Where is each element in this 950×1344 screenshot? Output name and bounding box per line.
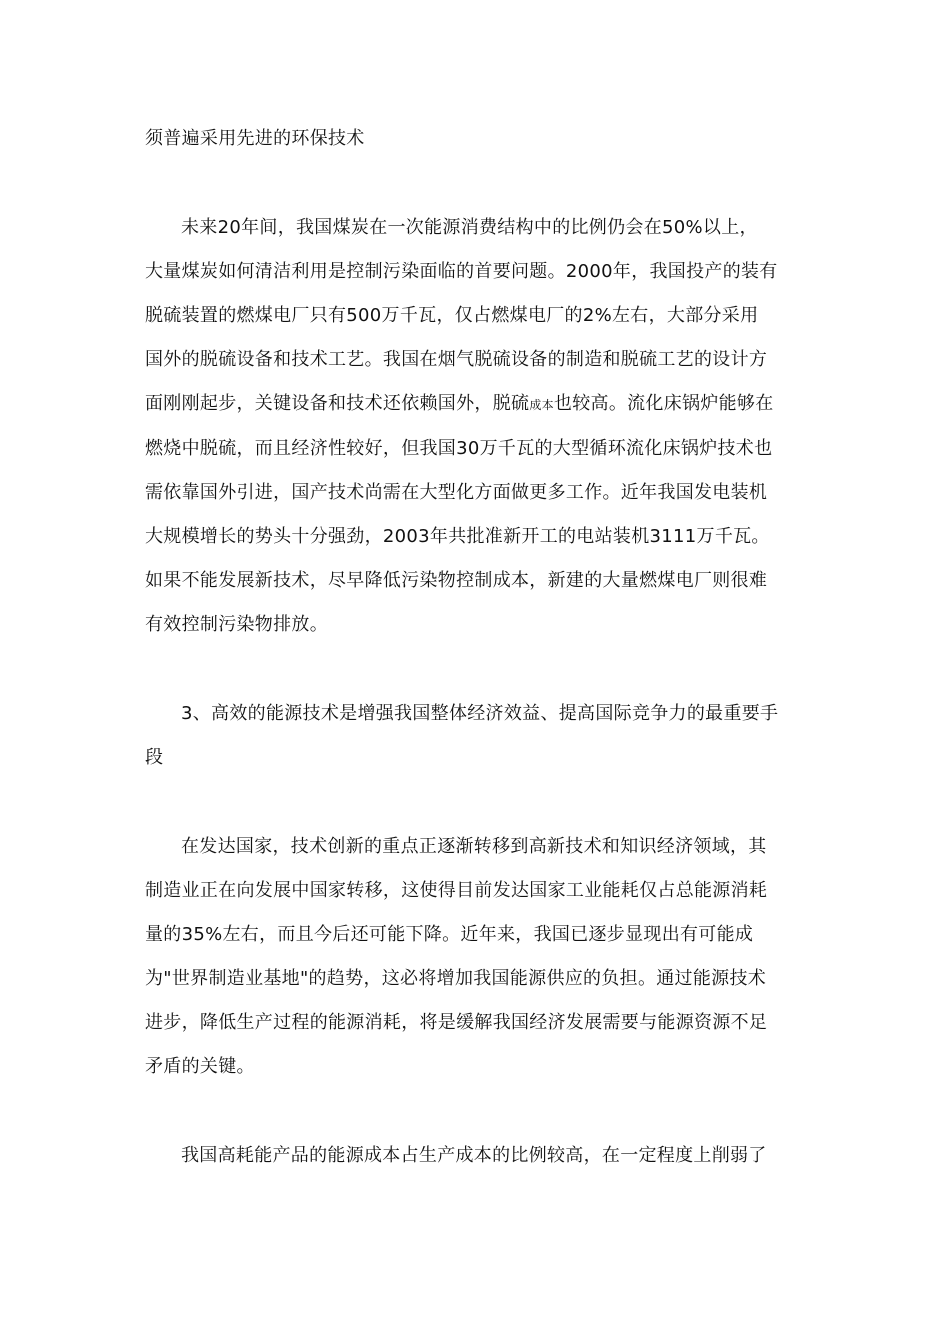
- section-heading-continued: 段: [145, 747, 164, 768]
- paragraph-line: 为"世界制造业基地"的趋势，这必将增加我国能源供应的负担。通过能源技术: [145, 968, 767, 989]
- paragraph-line: 大规模增长的势头十分强劲，2003年共批准新开工的电站装机3111万千瓦。: [145, 526, 770, 547]
- paragraph-line: 如果不能发展新技术，尽早降低污染物控制成本，新建的大量燃煤电厂则很难: [145, 570, 768, 591]
- paragraph-line: 需依靠国外引进，国产技术尚需在大型化方面做更多工作。近年我国发电装机: [145, 482, 768, 503]
- paragraph-line: 脱硫装置的燃煤电厂只有500万千瓦，仅占燃煤电厂的2%左右，大部分采用: [145, 305, 759, 326]
- text-run: 面刚刚起步，关键设备和技术还依赖国外，脱硫: [145, 393, 530, 414]
- paragraph-line: 未来20年间，我国煤炭在一次能源消费结构中的比例仍会在50%以上，: [181, 217, 758, 238]
- paragraph-line: 矛盾的关键。: [145, 1056, 255, 1077]
- text-run: 也较高。流化床锅炉能够在: [553, 393, 774, 414]
- small-text-run: 成本: [529, 398, 554, 412]
- paragraph-line: 大量煤炭如何清洁利用是控制污染面临的首要问题。2000年，我国投产的装有: [145, 261, 778, 282]
- paragraph-line: 进步，降低生产过程的能源消耗，将是缓解我国经济发展需要与能源资源不足: [145, 1012, 768, 1033]
- paragraph-line: 制造业正在向发展中国家转移，这使得目前发达国家工业能耗仅占总能源消耗: [145, 880, 768, 901]
- paragraph-line: 国外的脱硫设备和技术工艺。我国在烟气脱硫设备的制造和脱硫工艺的设计方: [145, 349, 768, 370]
- heading-fragment: 须普遍采用先进的环保技术: [145, 128, 365, 149]
- paragraph-line: [145, 392, 774, 417]
- section-heading: 3、高效的能源技术是增强我国整体经济效益、提高国际竞争力的最重要手: [181, 703, 779, 724]
- paragraph-line: 在发达国家，技术创新的重点正逐渐转移到高新技术和知识经济领域，其: [181, 836, 767, 857]
- paragraph-line: 有效控制污染物排放。: [145, 614, 328, 635]
- paragraph-line: 量的35%左右，而且今后还可能下降。近年来，我国已逐步显现出有可能成: [145, 924, 754, 945]
- paragraph-line: 我国高耗能产品的能源成本占生产成本的比例较高，在一定程度上削弱了: [181, 1145, 767, 1166]
- paragraph-line: 燃烧中脱硫，而且经济性较好，但我国30万千瓦的大型循环流化床锅炉技术也: [145, 438, 773, 459]
